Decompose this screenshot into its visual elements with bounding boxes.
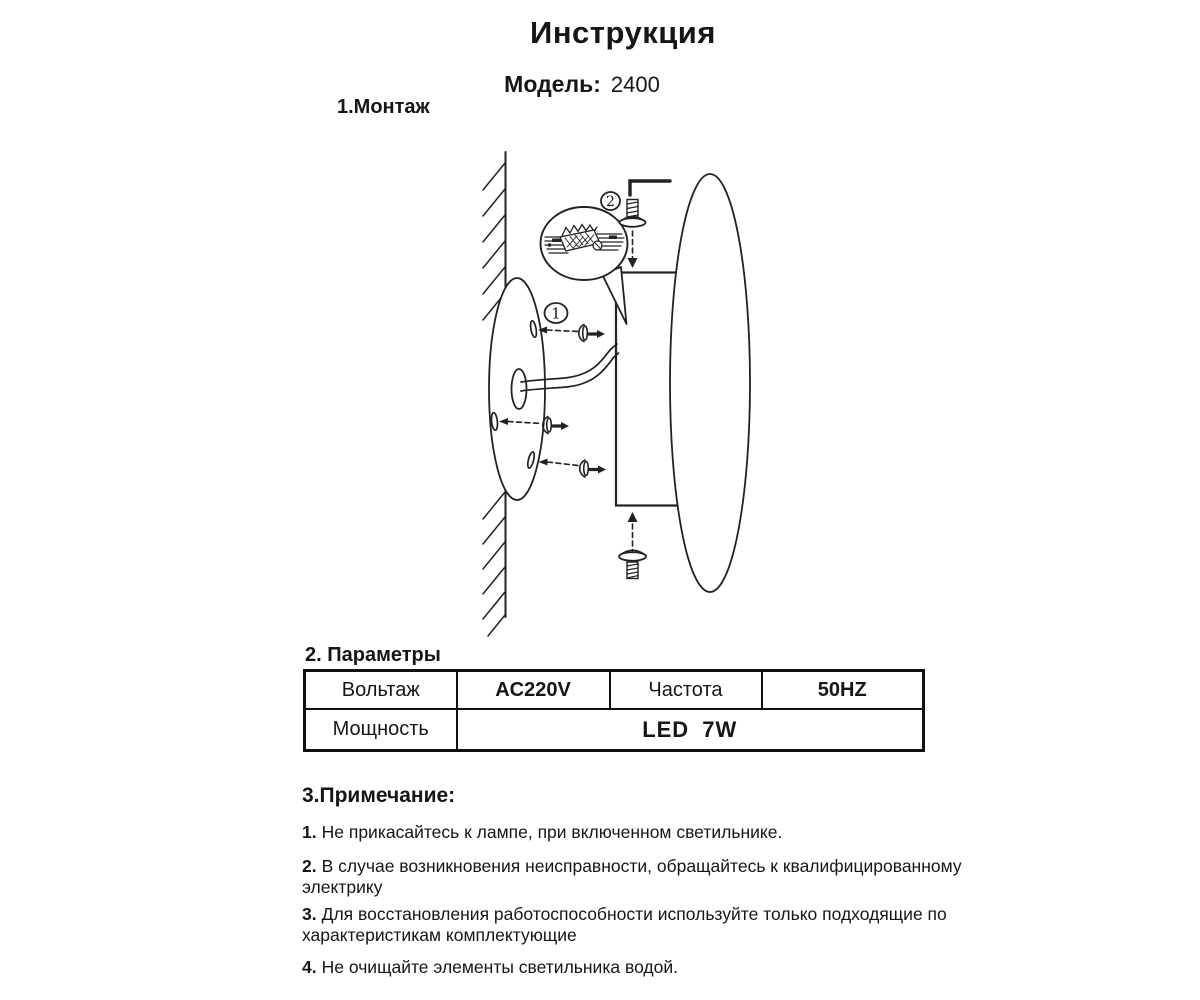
param-label-frequency: Частота (610, 671, 762, 710)
plate-center-hole (512, 369, 527, 409)
mounting-heading: 1.Монтаж (337, 96, 430, 118)
model-line (504, 71, 660, 98)
step-1-label: 1 (551, 304, 561, 323)
parameters-table (303, 669, 925, 752)
mounting-bracket (630, 181, 670, 195)
fixing-screw-bottom (619, 512, 646, 579)
step-1-marker (545, 303, 568, 323)
step-2-marker (601, 192, 620, 210)
model-value: 2400 (610, 72, 660, 97)
note-2-text: В случае возникновения неисправности, обращайтесь к квалифицированному (321, 855, 962, 876)
mounting-diagram (430, 140, 870, 640)
param-value-frequency: 50HZ (762, 671, 924, 710)
note-2-number: 2. (302, 855, 317, 876)
note-4-text: Не очищайте элементы светильника водой. (321, 956, 679, 977)
note-1-number: 1. (302, 822, 317, 842)
lamp-shade (670, 174, 750, 592)
page-title: Инструкция (530, 15, 716, 50)
note-2-text-line2: электрику (302, 877, 383, 897)
param-value-power: LED 7W (457, 709, 924, 751)
table-row (305, 709, 924, 751)
step-2-label: 2 (606, 194, 615, 210)
note-3-text-line2: характеристикам комплектующие (302, 925, 577, 945)
note-3 (302, 904, 947, 947)
model-label: Модель: (504, 71, 601, 97)
param-label-power: Мощность (305, 709, 457, 751)
note-3-text: Для восстановления работоспособности используйте только подходящие по (321, 903, 947, 924)
param-value-voltage: AC220V (457, 671, 610, 710)
notes-heading: 3.Примечание: (302, 784, 456, 807)
mounting-screw-3 (539, 459, 607, 478)
param-label-voltage: Вольтаж (305, 671, 457, 710)
mounting-screw-1 (538, 325, 605, 342)
note-4-number: 4. (302, 956, 317, 977)
parameters-heading: 2. Параметры (305, 644, 441, 666)
note-4 (302, 957, 678, 979)
table-row (305, 671, 924, 710)
note-1 (302, 822, 782, 844)
note-1-text: Не прикасайтесь к лампе, при включенном светильнике. (321, 822, 783, 842)
note-2 (302, 856, 962, 899)
note-3-number: 3. (302, 903, 317, 924)
